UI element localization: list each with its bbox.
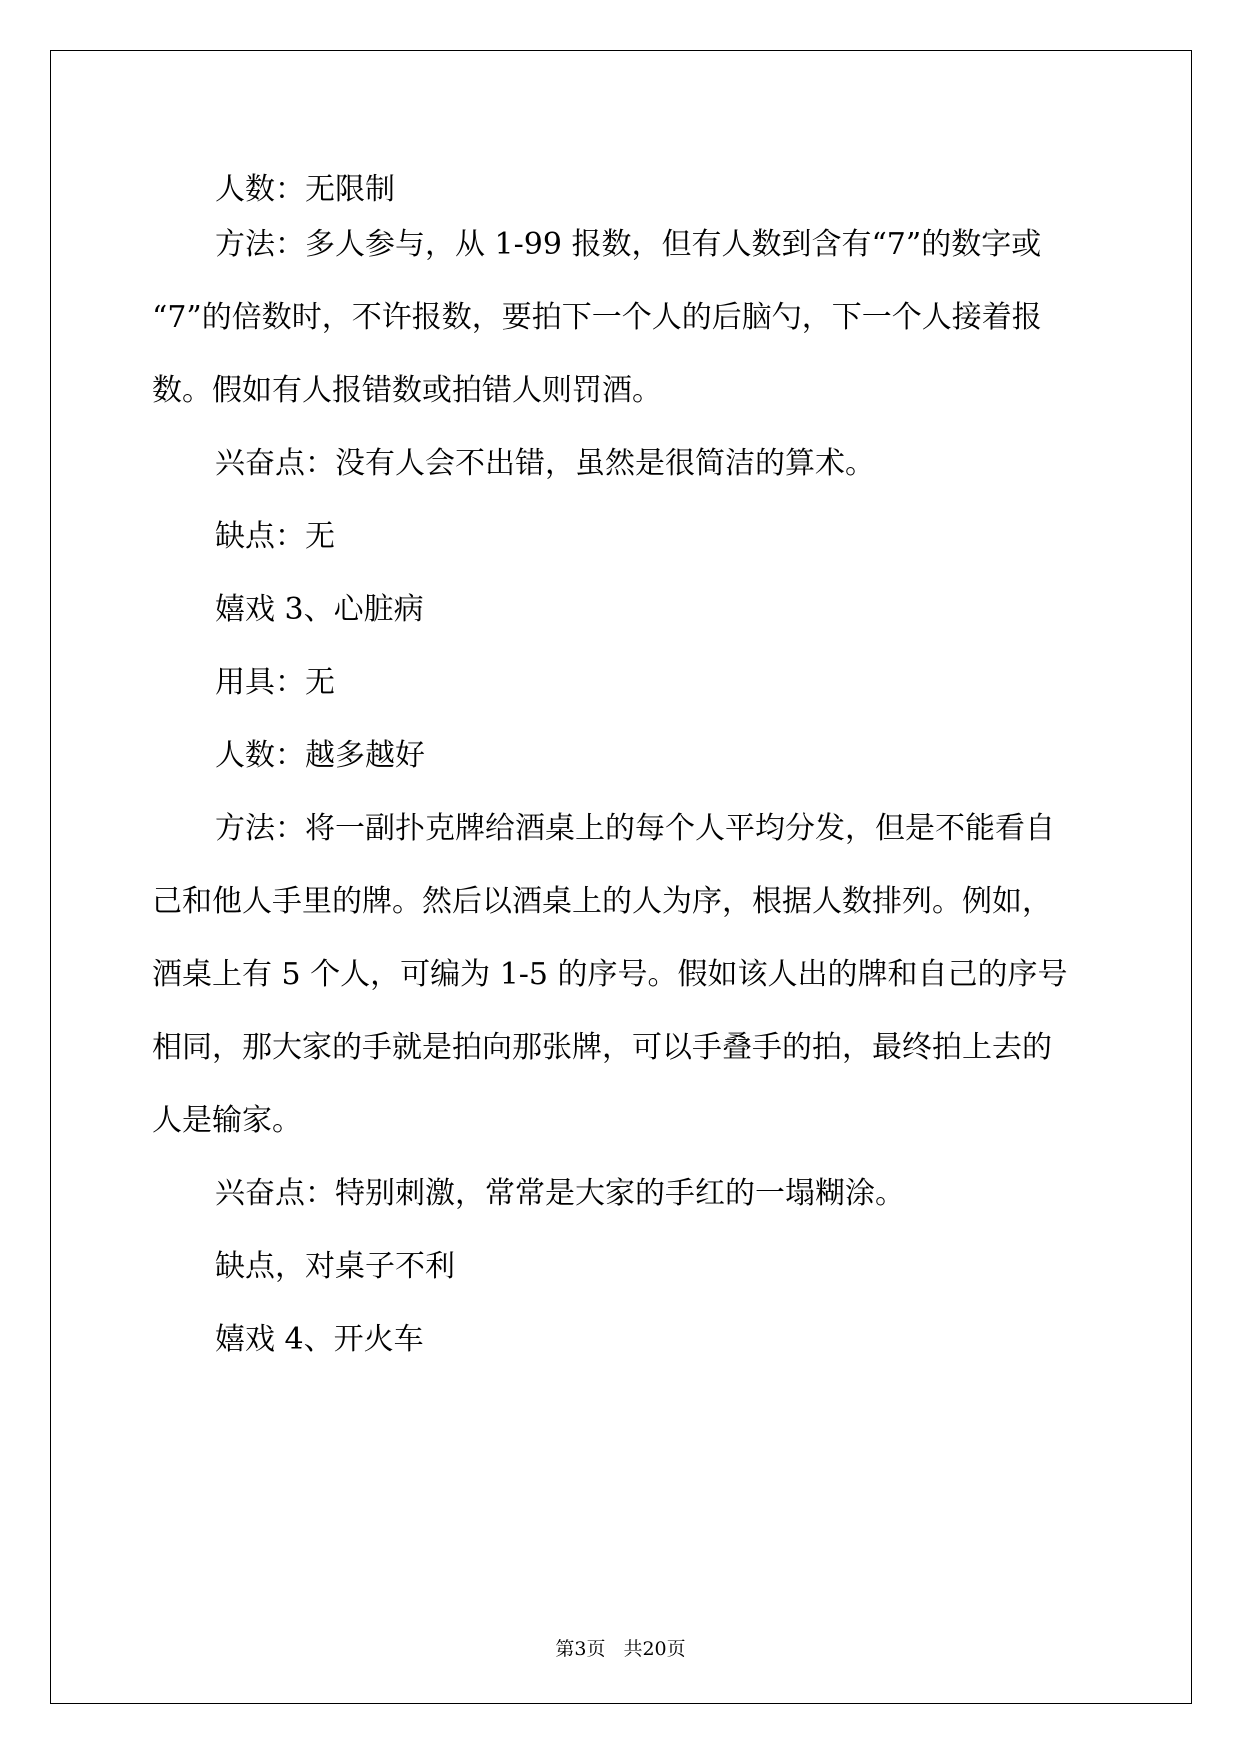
text-line: 嬉戏 4、开火车	[215, 1322, 424, 1357]
text-line: 用具：无	[215, 665, 335, 700]
page-footer	[0, 1637, 1241, 1661]
total-page-count: 共20页	[623, 1638, 686, 1660]
text-line: 缺点：无	[215, 519, 335, 554]
text-line: “7”的倍数时，不许报数，要拍下一个人的后脑勺，下一个人接着报	[152, 300, 1042, 335]
text-line: 人数：无限制	[215, 172, 395, 207]
current-page-number: 第3页	[555, 1638, 606, 1660]
text-line: 酒桌上有 5 个人，可编为 1-5 的序号。假如该人出的牌和自己的序号	[152, 957, 1068, 992]
text-line: 人是输家。	[152, 1103, 302, 1138]
text-line: 数。假如有人报错数或拍错人则罚酒。	[152, 373, 662, 408]
text-line: 兴奋点：特别刺激，常常是大家的手红的一塌糊涂。	[215, 1176, 905, 1211]
text-line: 方法：多人参与，从 1-99 报数，但有人数到含有“7”的数字或	[215, 227, 1042, 262]
text-line: 缺点，对桌子不利	[215, 1249, 455, 1284]
text-line: 方法：将一副扑克牌给酒桌上的每个人平均分发，但是不能看自	[215, 811, 1055, 846]
text-line: 嬉戏 3、心脏病	[215, 592, 424, 627]
text-line: 相同，那大家的手就是拍向那张牌，可以手叠手的拍，最终拍上去的	[152, 1030, 1052, 1065]
text-line: 兴奋点：没有人会不出错，虽然是很简洁的算术。	[215, 446, 875, 481]
text-line: 人数：越多越好	[215, 738, 425, 773]
text-line: 己和他人手里的牌。然后以酒桌上的人为序，根据人数排列。例如，	[152, 884, 1052, 919]
